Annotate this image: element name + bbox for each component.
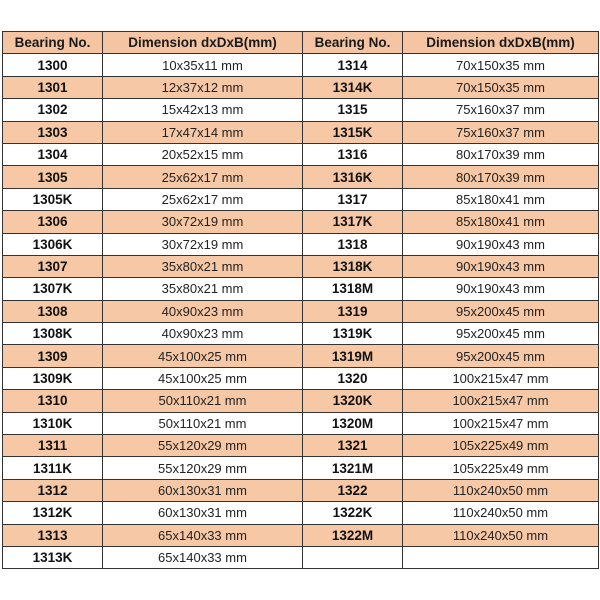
table-row [3,54,599,76]
header-bearing-no-right: Bearing No. [303,32,403,54]
table-row [3,278,599,300]
cell-dimension-left: 25x62x17 mm [103,188,303,210]
cell-bearing-no-left: 1308K [3,323,103,345]
cell-bearing-no-left: 1310K [3,412,103,434]
cell-bearing-no-left: 1305 [3,166,103,188]
cell-dimension-left: 45x100x25 mm [103,345,303,367]
cell-dimension-left: 50x110x21 mm [103,412,303,434]
cell-bearing-no-left: 1313K [3,546,103,568]
cell-bearing-no-right: 1316K [303,166,403,188]
cell-dimension-left: 10x35x11 mm [103,54,303,76]
cell-dimension-left: 65x140x33 mm [103,524,303,546]
cell-dimension-left: 50x110x21 mm [103,390,303,412]
table-row [3,99,599,121]
cell-bearing-no-left: 1311K [3,457,103,479]
header-bearing-no-left: Bearing No. [3,32,103,54]
cell-dimension-left: 20x52x15 mm [103,143,303,165]
cell-dimension-left: 35x80x21 mm [103,278,303,300]
cell-bearing-no-right: 1317K [303,211,403,233]
table-row [3,76,599,98]
cell-dimension-right: 90x190x43 mm [403,278,599,300]
cell-dimension-right [403,546,599,568]
cell-bearing-no-right: 1316 [303,143,403,165]
table-row [3,188,599,210]
cell-bearing-no-right: 1320K [303,390,403,412]
cell-bearing-no-left: 1311 [3,435,103,457]
cell-bearing-no-right: 1315 [303,99,403,121]
cell-bearing-no-right: 1314K [303,76,403,98]
cell-bearing-no-right: 1315K [303,121,403,143]
table-row [3,166,599,188]
table-row [3,300,599,322]
table-row [3,457,599,479]
table-row [3,345,599,367]
cell-dimension-right: 105x225x49 mm [403,457,599,479]
cell-dimension-right: 95x200x45 mm [403,300,599,322]
cell-bearing-no-right: 1318K [303,255,403,277]
table-row [3,143,599,165]
cell-bearing-no-right: 1318M [303,278,403,300]
table-body [3,54,599,569]
cell-bearing-no-left: 1303 [3,121,103,143]
cell-bearing-no-left: 1306 [3,211,103,233]
cell-bearing-no-left: 1308 [3,300,103,322]
cell-bearing-no-left: 1312K [3,502,103,524]
cell-bearing-no-right: 1319K [303,323,403,345]
cell-bearing-no-left: 1305K [3,188,103,210]
cell-dimension-right: 80x170x39 mm [403,143,599,165]
table-row [3,255,599,277]
cell-bearing-no-right: 1322 [303,479,403,501]
cell-dimension-right: 80x170x39 mm [403,166,599,188]
header-dimension-left: Dimension dxDxB(mm) [103,32,303,54]
cell-bearing-no-right: 1319 [303,300,403,322]
cell-dimension-right: 110x240x50 mm [403,524,599,546]
cell-bearing-no-right: 1322M [303,524,403,546]
cell-bearing-no-left: 1309K [3,367,103,389]
cell-bearing-no-left: 1301 [3,76,103,98]
cell-bearing-no-right: 1321M [303,457,403,479]
cell-bearing-no-left: 1300 [3,54,103,76]
cell-bearing-no-right: 1320 [303,367,403,389]
cell-dimension-right: 90x190x43 mm [403,255,599,277]
cell-dimension-left: 12x37x12 mm [103,76,303,98]
cell-bearing-no-left: 1309 [3,345,103,367]
cell-dimension-right: 110x240x50 mm [403,479,599,501]
cell-dimension-right: 75x160x37 mm [403,121,599,143]
cell-dimension-left: 55x120x29 mm [103,457,303,479]
table-row [3,121,599,143]
table-row [3,323,599,345]
cell-dimension-left: 40x90x23 mm [103,300,303,322]
cell-bearing-no-right: 1320M [303,412,403,434]
cell-dimension-right: 100x215x47 mm [403,390,599,412]
cell-bearing-no-right: 1322K [303,502,403,524]
cell-dimension-left: 65x140x33 mm [103,546,303,568]
cell-bearing-no-left: 1310 [3,390,103,412]
cell-dimension-right: 85x180x41 mm [403,188,599,210]
cell-dimension-left: 25x62x17 mm [103,166,303,188]
cell-dimension-right: 75x160x37 mm [403,99,599,121]
table-row [3,233,599,255]
table-row [3,412,599,434]
cell-dimension-left: 15x42x13 mm [103,99,303,121]
cell-dimension-right: 100x215x47 mm [403,412,599,434]
cell-dimension-right: 85x180x41 mm [403,211,599,233]
cell-dimension-left: 60x130x31 mm [103,502,303,524]
bearing-table-container [2,31,598,569]
bearing-dimension-table [2,31,599,569]
table-row [3,479,599,501]
header-dimension-right: Dimension dxDxB(mm) [403,32,599,54]
cell-bearing-no-right: 1321 [303,435,403,457]
table-row [3,211,599,233]
cell-bearing-no-left: 1313 [3,524,103,546]
cell-dimension-left: 45x100x25 mm [103,367,303,389]
cell-dimension-left: 60x130x31 mm [103,479,303,501]
cell-bearing-no-right: 1319M [303,345,403,367]
table-header-row [3,32,599,54]
cell-bearing-no-right [303,546,403,568]
cell-dimension-right: 95x200x45 mm [403,345,599,367]
cell-dimension-left: 30x72x19 mm [103,233,303,255]
cell-bearing-no-left: 1306K [3,233,103,255]
cell-dimension-left: 35x80x21 mm [103,255,303,277]
cell-bearing-no-left: 1307 [3,255,103,277]
cell-bearing-no-left: 1312 [3,479,103,501]
cell-bearing-no-left: 1304 [3,143,103,165]
table-row [3,367,599,389]
cell-dimension-right: 90x190x43 mm [403,233,599,255]
cell-dimension-right: 100x215x47 mm [403,367,599,389]
table-row [3,502,599,524]
cell-bearing-no-left: 1307K [3,278,103,300]
table-row [3,524,599,546]
cell-dimension-right: 105x225x49 mm [403,435,599,457]
cell-bearing-no-left: 1302 [3,99,103,121]
cell-bearing-no-right: 1318 [303,233,403,255]
cell-dimension-left: 55x120x29 mm [103,435,303,457]
cell-dimension-right: 110x240x50 mm [403,502,599,524]
cell-bearing-no-right: 1314 [303,54,403,76]
cell-dimension-left: 30x72x19 mm [103,211,303,233]
cell-dimension-right: 70x150x35 mm [403,76,599,98]
table-row [3,390,599,412]
table-row [3,435,599,457]
cell-dimension-right: 70x150x35 mm [403,54,599,76]
table-row [3,546,599,568]
cell-dimension-left: 40x90x23 mm [103,323,303,345]
cell-dimension-right: 95x200x45 mm [403,323,599,345]
cell-dimension-left: 17x47x14 mm [103,121,303,143]
cell-bearing-no-right: 1317 [303,188,403,210]
